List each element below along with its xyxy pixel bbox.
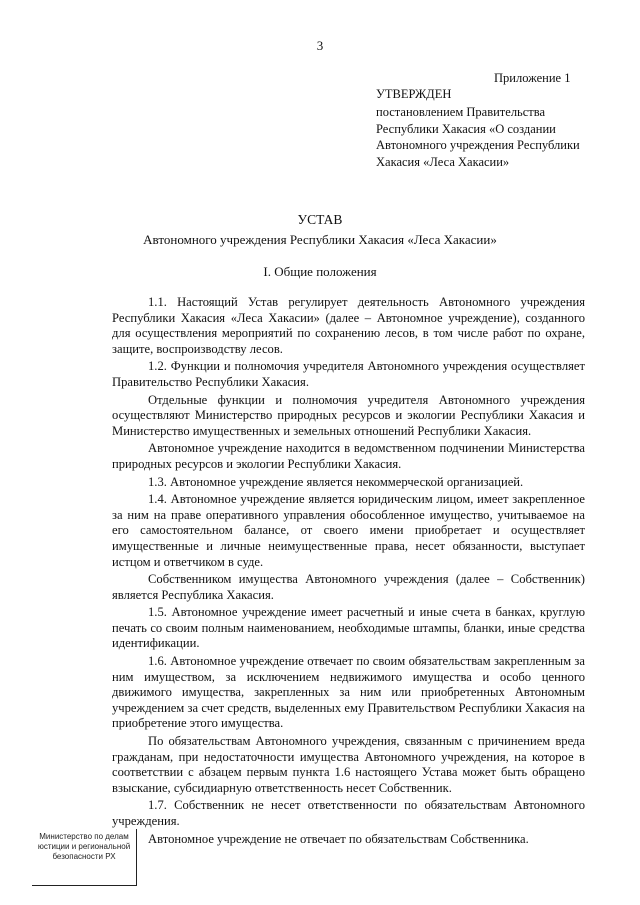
paragraph: По обязательствам Автономного учреждения, связанным с причинением вреда гражданам, при недостаточности имущества Автономного учреждения, на которое в соответствии с абзацем первым пункта 1.6 настоящего Устава может быть обращено взыскание, субсидиарную ответственность несет Собственник. <box>112 734 585 795</box>
document-body <box>112 295 585 849</box>
stamp-line: юстиции и региональной <box>37 842 131 851</box>
paragraph: Отдельные функции и полномочия учредителя Автономного учреждения осуществляют Министерство природных ресурсов и экологии Республики Хакасия и Министерство имущественных и земельных отношений Республики Хакасия. <box>112 392 585 438</box>
document-subtitle: Автономного учреждения Республики Хакасия «Леса Хакасии» <box>143 232 497 247</box>
paragraph: 1.7. Собственник не несет ответственности по обязательствам Автономного учреждения. <box>112 798 585 828</box>
paragraph: 1.4. Автономное учреждение является юридическим лицом, имеет закрепленное за ним на праве оперативного управления обособленное имущество, учитываемое на его самостоятельном балансе, от своего имени приобретает и осуществляет имущественные и личные неимущественные права, несет обязанности, выступает истцом и ответчиком в суде. <box>112 492 585 569</box>
section-heading: I. Общие положения <box>263 264 377 279</box>
paragraph: 1.3. Автономное учреждение является некоммерческой организацией. <box>148 474 524 489</box>
paragraph: 1.1. Настоящий Устав регулирует деятельность Автономного учреждения Республики Хакасия «Леса Хакасии» (далее – Автономное учреждение), созданного для осуществления мероприятий по сохранению лесов, в том числе работ по охране, защите, воспроизводству лесов. <box>112 295 585 356</box>
paragraph: Автономное учреждение не отвечает по обязательствам Собственника. <box>148 831 529 846</box>
ministry-stamp <box>32 829 137 886</box>
approved-label: УТВЕРЖДЕН <box>376 87 452 101</box>
stamp-line: безопасности РХ <box>52 852 116 861</box>
stamp-line: Министерство по делам <box>39 832 129 841</box>
paragraph: Собственником имущества Автономного учреждения (далее – Собственник) является Республика Хакасия. <box>112 572 585 602</box>
paragraph: Автономное учреждение находится в ведомственном подчинении Министерства природных ресурсов и экологии Республики Хакасия. <box>112 441 585 471</box>
document-title: УСТАВ <box>297 212 343 227</box>
paragraph: 1.6. Автономное учреждение отвечает по своим обязательствам закрепленным за ним имуществом, за исключением недвижимого имущества и особо ценного движимого имущества, закрепленных за ним или приобретенных Автономным учреждением за счет средств, выделенных ему Правительством Республики Хакасия на приобретение этого имущества. <box>112 654 585 731</box>
decree-text: постановлением Правительства Республики Хакасия «О создании Автономного учреждения Республики Хакасия «Леса Хакасии» <box>376 105 580 169</box>
page-number: 3 <box>316 38 324 53</box>
paragraph: 1.2. Функции и полномочия учредителя Автономного учреждения осуществляет Правительство Республики Хакасия. <box>112 359 585 389</box>
appendix-label: Приложение 1 <box>494 71 571 85</box>
paragraph: 1.5. Автономное учреждение имеет расчетный и иные счета в банках, круглую печать со своим полным наименованием, необходимые штампы, бланки, иные средства идентификации. <box>112 605 585 651</box>
